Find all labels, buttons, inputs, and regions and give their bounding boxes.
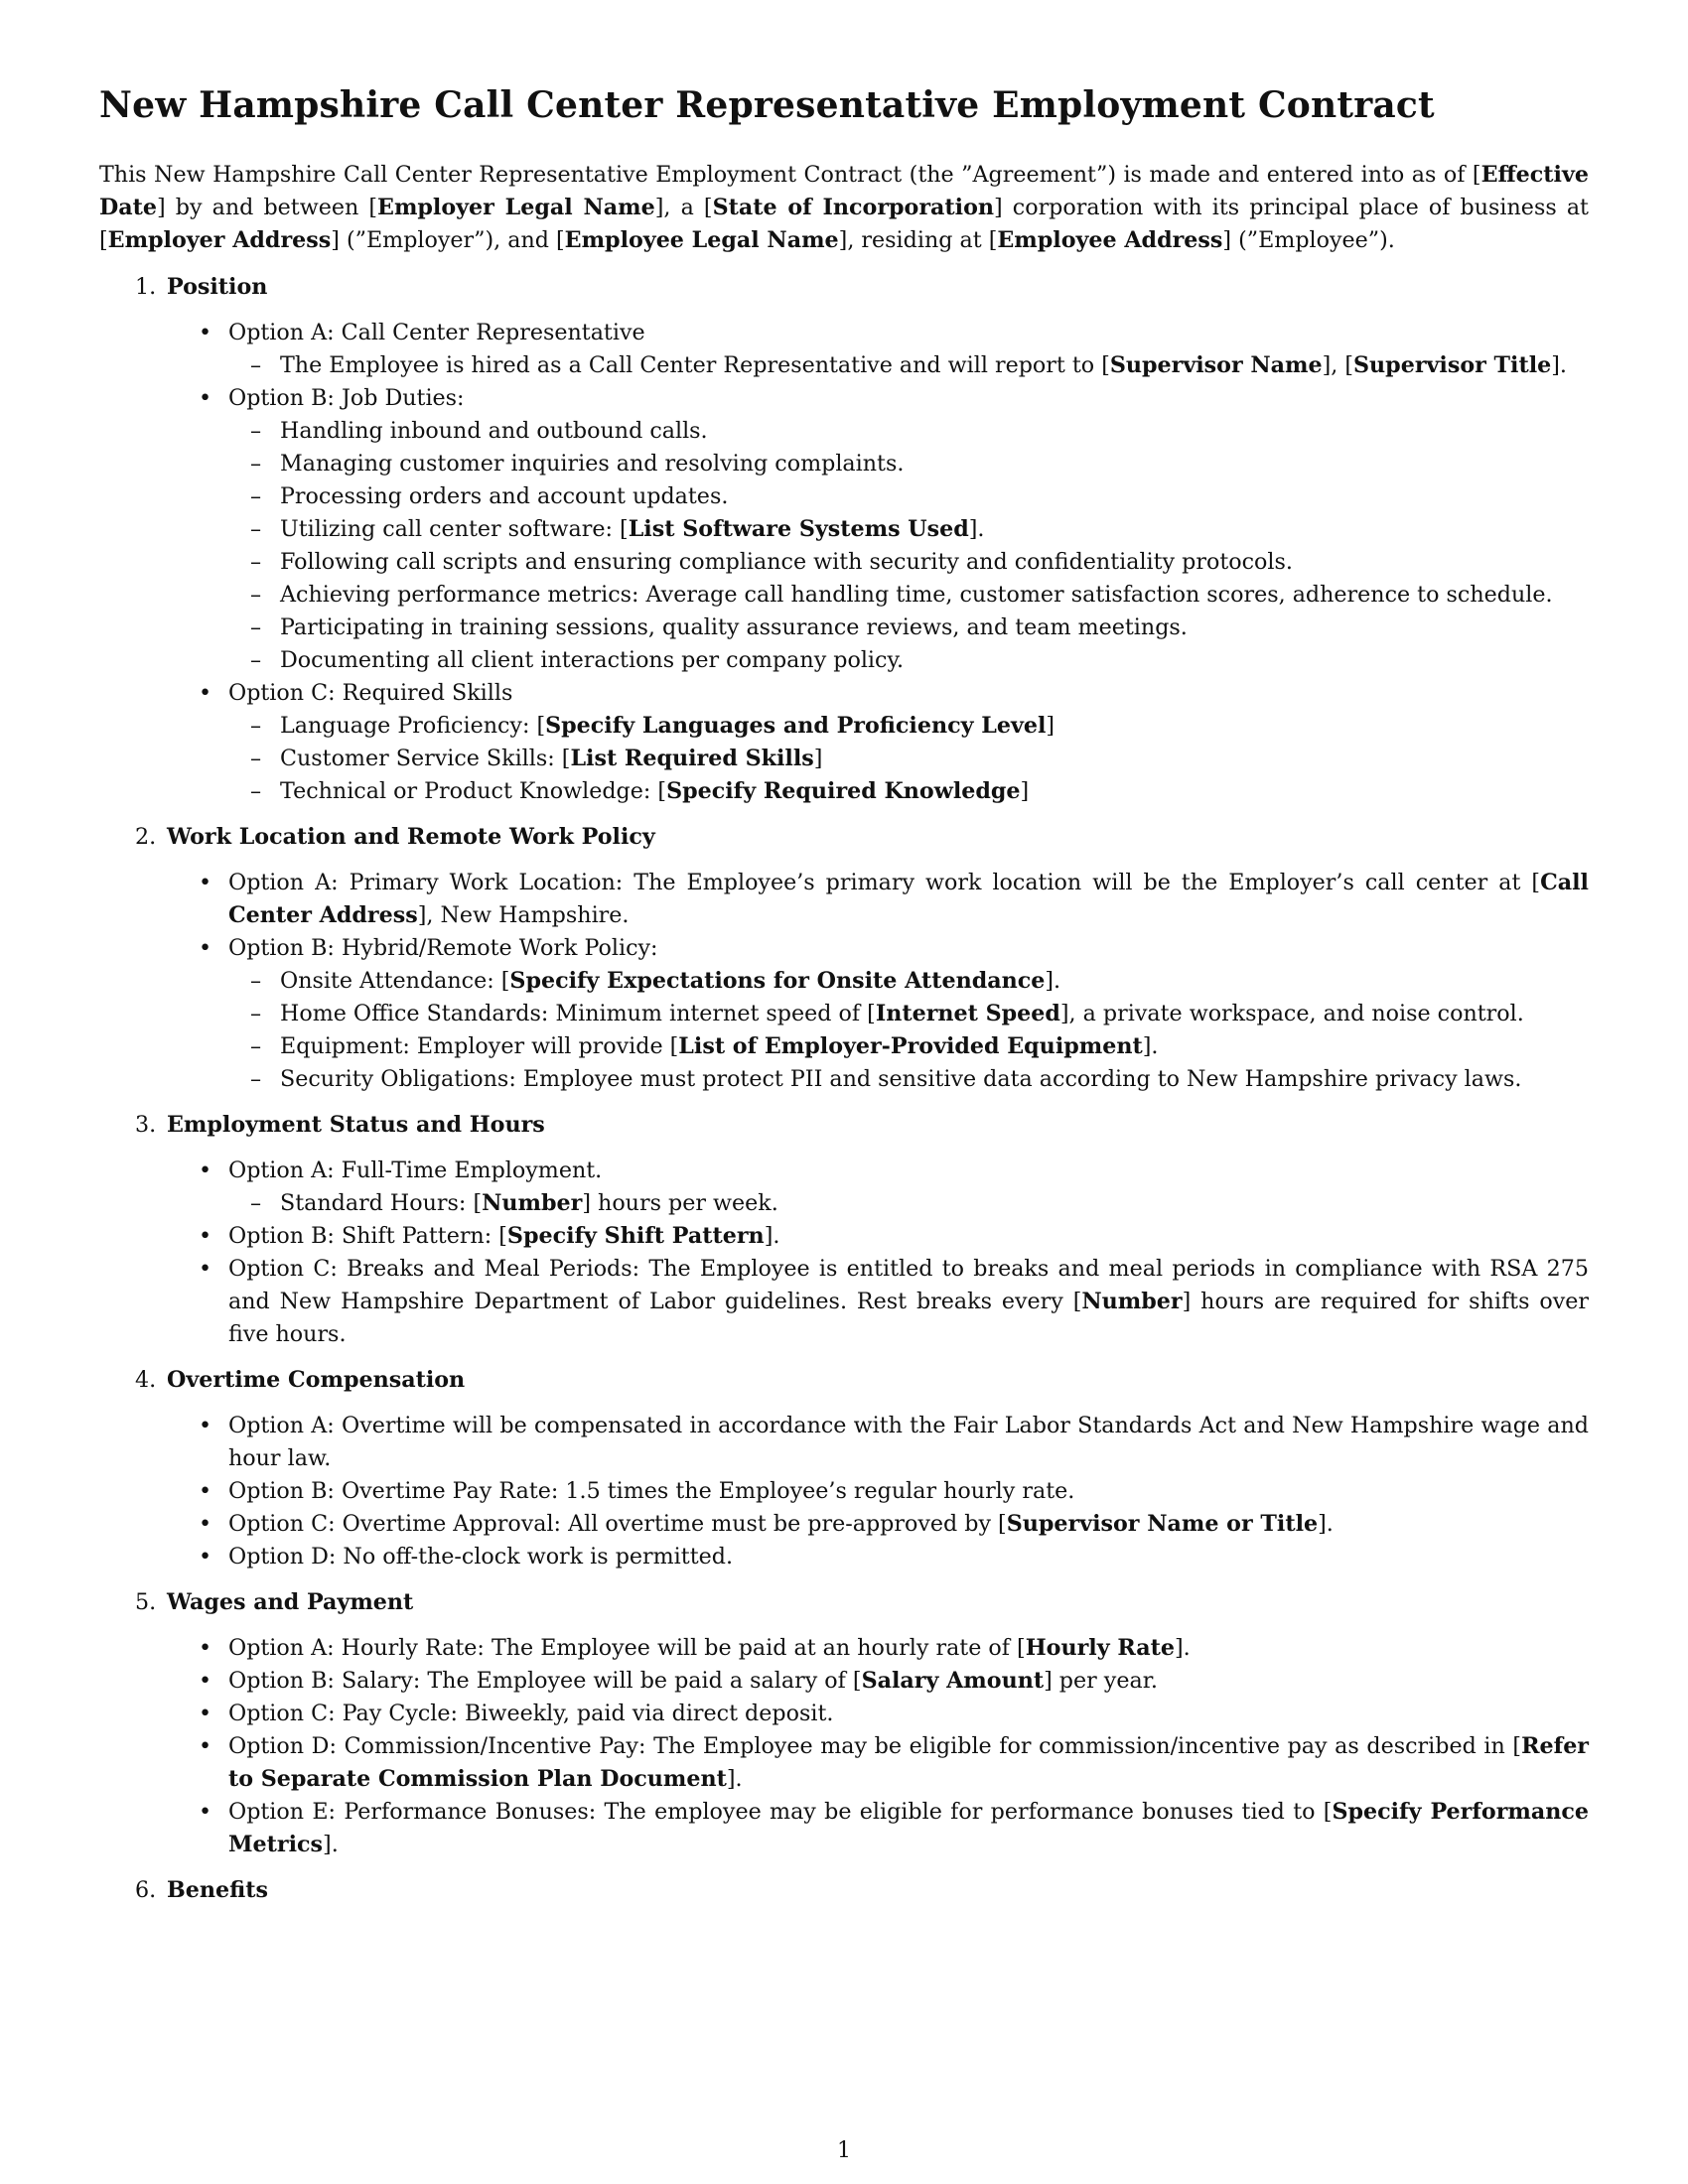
option-item bbox=[99, 1665, 1589, 1698]
section-title: Employment Status and Hours bbox=[167, 1112, 545, 1138]
placeholder-employer-address: Employer Address bbox=[107, 227, 332, 253]
bullet-icon: • bbox=[199, 1701, 212, 1726]
option-label: Option A: Full-Time Employment. bbox=[228, 1158, 603, 1183]
sub-item bbox=[228, 448, 1589, 480]
sub-text: Onsite Attendance: [ bbox=[280, 968, 510, 994]
option-item bbox=[99, 1155, 1589, 1220]
bullet-icon: • bbox=[199, 1158, 212, 1183]
bullet-icon: • bbox=[199, 935, 212, 961]
option-label: Option B: Job Duties: bbox=[228, 385, 465, 411]
bullet-icon: • bbox=[199, 320, 212, 345]
sub-item bbox=[228, 513, 1589, 546]
bullet-icon: • bbox=[199, 1668, 212, 1694]
section-benefits bbox=[99, 1874, 1589, 1907]
dash-icon: – bbox=[250, 647, 262, 673]
sub-text: Language Proficiency: [ bbox=[280, 713, 546, 739]
document-title: New Hampshire Call Center Representative Employment Contract bbox=[99, 84, 1435, 126]
option-text: Option D: No off-the-clock work is permitted. bbox=[228, 1544, 733, 1570]
sub-text: Handling inbound and outbound calls. bbox=[280, 418, 708, 444]
dash-icon: – bbox=[250, 483, 262, 509]
placeholder-onsite-expectations: Specify Expectations for Onsite Attendance bbox=[509, 968, 1046, 994]
section-heading bbox=[99, 271, 1589, 304]
intro-text: ] (”Employer”), and [ bbox=[331, 227, 565, 253]
bullet-icon: • bbox=[199, 1223, 212, 1249]
bullet-icon: • bbox=[199, 680, 212, 706]
sub-text: Processing orders and account updates. bbox=[280, 483, 729, 509]
sub-list bbox=[228, 349, 1589, 382]
dash-icon: – bbox=[250, 778, 262, 804]
sub-list bbox=[228, 1187, 1589, 1220]
section-position bbox=[99, 271, 1589, 808]
section-title: Position bbox=[167, 274, 268, 300]
section-title: Work Location and Remote Work Policy bbox=[167, 824, 655, 850]
sub-text: Documenting all client interactions per company policy. bbox=[280, 647, 905, 673]
bullet-icon: • bbox=[199, 1413, 212, 1438]
section-wages bbox=[99, 1586, 1589, 1861]
bullet-icon: • bbox=[199, 1799, 212, 1825]
sub-text: ]. bbox=[1142, 1033, 1159, 1059]
option-text: ]. bbox=[1175, 1635, 1191, 1661]
section-number: 3. bbox=[135, 1112, 157, 1138]
sub-text: Security Obligations: Employee must protect PII and sensitive data according to New Hampshire privacy laws. bbox=[280, 1066, 1522, 1092]
dash-icon: – bbox=[250, 1066, 262, 1092]
dash-icon: – bbox=[250, 968, 262, 994]
sub-text: ]. bbox=[1045, 968, 1061, 994]
sub-item bbox=[228, 579, 1589, 612]
dash-icon: – bbox=[250, 1001, 262, 1026]
option-text: Option C: Overtime Approval: All overtime must be pre-approved by [ bbox=[228, 1511, 1007, 1537]
section-work-location bbox=[99, 821, 1589, 1096]
options-list bbox=[99, 1410, 1589, 1573]
option-item bbox=[99, 1253, 1589, 1351]
dash-icon: – bbox=[250, 516, 262, 542]
bullet-icon: • bbox=[199, 385, 212, 411]
intro-text: ] by and between [ bbox=[156, 195, 378, 220]
sub-text: ] bbox=[1020, 778, 1030, 804]
sub-text: ] bbox=[813, 746, 823, 771]
sub-text: Home Office Standards: Minimum internet speed of [ bbox=[280, 1001, 876, 1026]
section-number: 4. bbox=[135, 1367, 157, 1393]
sub-text: ]. bbox=[1551, 352, 1567, 378]
sections-list bbox=[99, 271, 1589, 1907]
options-list bbox=[99, 317, 1589, 808]
dash-icon: – bbox=[250, 1033, 262, 1059]
sub-item bbox=[228, 480, 1589, 513]
placeholder-required-knowledge: Specify Required Knowledge bbox=[666, 778, 1021, 804]
sub-item bbox=[228, 775, 1589, 808]
option-text: Option E: Performance Bonuses: The employee may be eligible for performance bonuses tied to [ bbox=[228, 1799, 1333, 1825]
dash-icon: – bbox=[250, 549, 262, 575]
sub-text: Achieving performance metrics: Average call handling time, customer satisfaction scores, adherence to schedule. bbox=[280, 582, 1553, 608]
placeholder-supervisor-name: Supervisor Name bbox=[1109, 352, 1323, 378]
placeholder-employee-legal-name: Employee Legal Name bbox=[564, 227, 839, 253]
sub-text: Technical or Product Knowledge: [ bbox=[280, 778, 667, 804]
option-item bbox=[99, 1698, 1589, 1730]
section-heading bbox=[99, 821, 1589, 854]
sub-text: Managing customer inquiries and resolving complaints. bbox=[280, 451, 905, 477]
option-item bbox=[99, 867, 1589, 932]
document-page bbox=[99, 81, 1589, 1920]
option-text: Option A: Hourly Rate: The Employee will be paid at an hourly rate of [ bbox=[228, 1635, 1026, 1661]
intro-text: ], residing at [ bbox=[838, 227, 998, 253]
option-text: Option C: Breaks and Meal Periods: The Employee is entitled to breaks and meal periods in compliance with RSA 275 and New Hampshire Department of Labor guidelines. Rest breaks every [ bbox=[228, 1256, 1589, 1314]
sub-text: ], a private workspace, and noise control. bbox=[1059, 1001, 1524, 1026]
option-text: Option A: Primary Work Location: The Employee’s primary work location will be the Employer’s call center at [ bbox=[228, 870, 1541, 895]
dash-icon: – bbox=[250, 746, 262, 771]
sub-item bbox=[228, 349, 1589, 382]
sub-text: ] hours per week. bbox=[582, 1190, 778, 1216]
sub-item bbox=[228, 743, 1589, 775]
section-title: Benefits bbox=[167, 1877, 268, 1903]
section-number: 2. bbox=[135, 824, 157, 850]
sub-list bbox=[228, 415, 1589, 677]
sub-item bbox=[228, 710, 1589, 743]
option-item bbox=[99, 1796, 1589, 1861]
sub-text: Utilizing call center software: [ bbox=[280, 516, 629, 542]
option-text: Option A: Overtime will be compensated in accordance with the Fair Labor Standards Act and New Hampshire wage and hour law. bbox=[228, 1413, 1589, 1471]
section-employment-status bbox=[99, 1109, 1589, 1351]
placeholder-number: Number bbox=[1081, 1289, 1183, 1314]
sub-text: Customer Service Skills: [ bbox=[280, 746, 571, 771]
bullet-icon: • bbox=[199, 1733, 212, 1759]
option-text: ] hours are required for shifts over five hours. bbox=[228, 1289, 1590, 1347]
option-item bbox=[99, 1541, 1589, 1573]
sub-text: Following call scripts and ensuring compliance with security and confidentiality protocols. bbox=[280, 549, 1293, 575]
sub-item bbox=[228, 1187, 1589, 1220]
section-heading bbox=[99, 1874, 1589, 1907]
intro-text: This New Hampshire Call Center Representative Employment Contract (the ”Agreement”) is made and entered into as of [ bbox=[99, 162, 1481, 188]
sub-list bbox=[228, 710, 1589, 808]
option-text: Option B: Salary: The Employee will be paid a salary of [ bbox=[228, 1668, 862, 1694]
sub-list bbox=[228, 965, 1589, 1096]
option-text: ]. bbox=[726, 1766, 743, 1792]
placeholder-call-center-address: Call Center Address bbox=[228, 870, 1589, 928]
option-item bbox=[99, 1410, 1589, 1475]
option-text: ] per year. bbox=[1044, 1668, 1158, 1694]
sub-text: Standard Hours: [ bbox=[280, 1190, 483, 1216]
bullet-icon: • bbox=[199, 1635, 212, 1661]
option-text: ]. bbox=[1318, 1511, 1334, 1537]
option-item bbox=[99, 932, 1589, 1096]
placeholder-supervisor-title: Supervisor Title bbox=[1353, 352, 1552, 378]
section-number: 1. bbox=[135, 274, 157, 300]
bullet-icon: • bbox=[199, 1511, 212, 1537]
dash-icon: – bbox=[250, 451, 262, 477]
sub-item bbox=[228, 998, 1589, 1030]
option-text: Option B: Shift Pattern: [ bbox=[228, 1223, 507, 1249]
bullet-icon: • bbox=[199, 1256, 212, 1282]
placeholder-supervisor-name-or-title: Supervisor Name or Title bbox=[1006, 1511, 1319, 1537]
placeholder-internet-speed: Internet Speed bbox=[875, 1001, 1060, 1026]
sub-text: ], [ bbox=[1322, 352, 1354, 378]
options-list bbox=[99, 1155, 1589, 1351]
option-text: Option D: Commission/Incentive Pay: The Employee may be eligible for commission/incentive pay as described in [ bbox=[228, 1733, 1522, 1759]
section-overtime bbox=[99, 1364, 1589, 1573]
placeholder-performance-metrics: Specify Performance Metrics bbox=[228, 1799, 1590, 1857]
placeholder-employee-address: Employee Address bbox=[997, 227, 1223, 253]
dash-icon: – bbox=[250, 352, 262, 378]
option-label: Option A: Call Center Representative bbox=[228, 320, 645, 345]
option-label: Option B: Hybrid/Remote Work Policy: bbox=[228, 935, 658, 961]
bullet-icon: • bbox=[199, 1544, 212, 1570]
placeholder-required-skills: List Required Skills bbox=[570, 746, 814, 771]
dash-icon: – bbox=[250, 582, 262, 608]
dash-icon: – bbox=[250, 418, 262, 444]
option-text: ], New Hampshire. bbox=[417, 902, 630, 928]
sub-text: ]. bbox=[968, 516, 985, 542]
option-text: Option B: Overtime Pay Rate: 1.5 times the Employee’s regular hourly rate. bbox=[228, 1478, 1075, 1504]
intro-paragraph bbox=[99, 159, 1589, 257]
placeholder-equipment-list: List of Employer-Provided Equipment bbox=[678, 1033, 1143, 1059]
placeholder-languages: Specify Languages and Proficiency Level bbox=[545, 713, 1047, 739]
placeholder-commission-plan: Refer to Separate Commission Plan Document bbox=[228, 1733, 1589, 1792]
option-item bbox=[99, 1508, 1589, 1541]
sub-item bbox=[228, 415, 1589, 448]
option-item bbox=[99, 1475, 1589, 1508]
sub-item bbox=[228, 644, 1589, 677]
options-list bbox=[99, 867, 1589, 1096]
placeholder-number: Number bbox=[482, 1190, 583, 1216]
option-text: ]. bbox=[323, 1832, 339, 1857]
option-item bbox=[99, 1730, 1589, 1796]
dash-icon: – bbox=[250, 713, 262, 739]
option-item bbox=[99, 1220, 1589, 1253]
intro-text: ] (”Employee”). bbox=[1222, 227, 1395, 253]
option-text: ]. bbox=[764, 1223, 780, 1249]
sub-text: Participating in training sessions, quality assurance reviews, and team meetings. bbox=[280, 614, 1188, 640]
placeholder-employer-legal-name: Employer Legal Name bbox=[377, 195, 655, 220]
dash-icon: – bbox=[250, 1190, 262, 1216]
placeholder-state-of-incorporation: State of Incorporation bbox=[712, 195, 995, 220]
option-item bbox=[99, 317, 1589, 382]
option-item bbox=[99, 1632, 1589, 1665]
bullet-icon: • bbox=[199, 870, 212, 895]
section-number: 5. bbox=[135, 1589, 157, 1615]
sub-item bbox=[228, 1030, 1589, 1063]
placeholder-hourly-rate: Hourly Rate bbox=[1025, 1635, 1176, 1661]
option-label: Option C: Required Skills bbox=[228, 680, 513, 706]
placeholder-salary-amount: Salary Amount bbox=[861, 1668, 1045, 1694]
options-list bbox=[99, 1632, 1589, 1861]
sub-text: The Employee is hired as a Call Center Representative and will report to [ bbox=[280, 352, 1110, 378]
option-item bbox=[99, 677, 1589, 808]
option-item bbox=[99, 382, 1589, 677]
option-text: Option C: Pay Cycle: Biweekly, paid via direct deposit. bbox=[228, 1701, 834, 1726]
sub-text: ] bbox=[1046, 713, 1055, 739]
section-title: Wages and Payment bbox=[167, 1589, 414, 1615]
sub-item bbox=[228, 965, 1589, 998]
section-number: 6. bbox=[135, 1877, 157, 1903]
sub-item bbox=[228, 612, 1589, 644]
sub-item bbox=[228, 546, 1589, 579]
dash-icon: – bbox=[250, 614, 262, 640]
placeholder-software-systems: List Software Systems Used bbox=[628, 516, 969, 542]
placeholder-shift-pattern: Specify Shift Pattern bbox=[506, 1223, 765, 1249]
section-title: Overtime Compensation bbox=[167, 1367, 466, 1393]
placeholder-effective-date: Effective Date bbox=[99, 162, 1589, 220]
page-number: 1 bbox=[837, 2138, 851, 2163]
section-heading bbox=[99, 1364, 1589, 1397]
bullet-icon: • bbox=[199, 1478, 212, 1504]
section-heading bbox=[99, 1109, 1589, 1142]
sub-item bbox=[228, 1063, 1589, 1096]
intro-text: ], a [ bbox=[654, 195, 713, 220]
section-heading bbox=[99, 1586, 1589, 1619]
sub-text: Equipment: Employer will provide [ bbox=[280, 1033, 679, 1059]
intro-text: ] corporation with its principal place of business at [ bbox=[99, 195, 1589, 253]
